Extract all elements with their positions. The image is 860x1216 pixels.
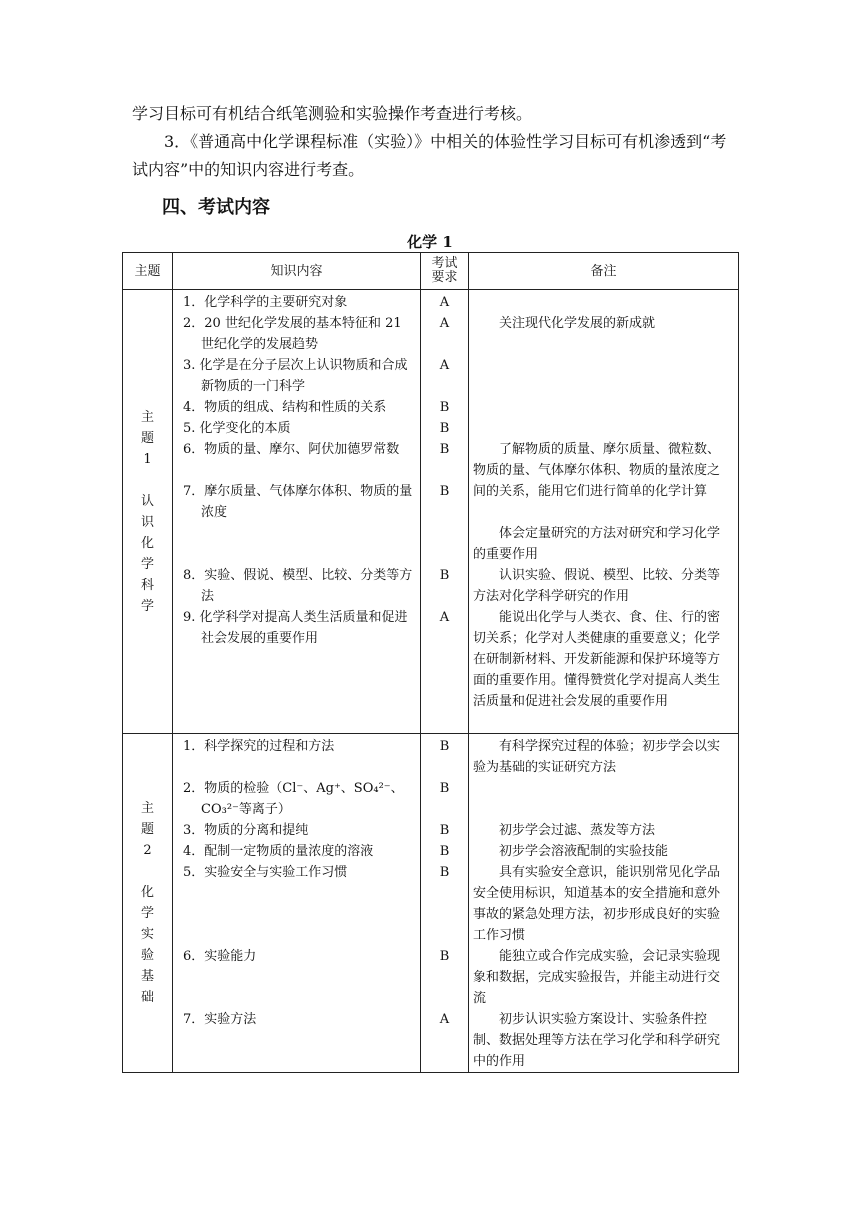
exam-content-table	[122, 252, 739, 1073]
note-text: 初步认识实验方案设计、实验条件控制、数据处理等方法在学习化学和科学研究中的作用	[473, 1012, 721, 1069]
header-requirement	[421, 253, 469, 290]
table-caption: 化学 1	[407, 233, 453, 251]
list-item: 5．实验安全与实验工作习惯	[183, 865, 348, 880]
topic-1-label: 主 题 1 认 识 化 学 科 学	[123, 290, 173, 734]
header-notes: 备注	[469, 253, 739, 290]
list-item: 4．物质的组成、结构和性质的关系	[183, 400, 387, 415]
level-badge: B	[439, 421, 450, 436]
level-badge: B	[439, 568, 450, 583]
header-content: 知识内容	[173, 253, 421, 290]
topic-2-levels	[421, 734, 469, 1073]
section-heading: 四、考试内容	[162, 197, 270, 218]
topic-1-notes	[469, 290, 739, 734]
list-item: 1．科学探究的过程和方法	[183, 739, 335, 754]
note-text: 有科学探究过程的体验；初步学会以实验为基础的实证研究方法	[473, 739, 721, 775]
note-text: 关注现代化学发展的新成就	[499, 316, 656, 331]
list-item: 5. 化学变化的本质	[183, 421, 291, 436]
level-badge: B	[439, 823, 450, 838]
list-item: 9. 化学科学对提高人类生活质量和促进社会发展的重要作用	[183, 610, 408, 646]
list-item: 2．物质的检验（Cl⁻、Ag⁺、SO₄²⁻、CO₃²⁻等离子）	[183, 781, 404, 817]
level-badge: A	[439, 610, 450, 625]
intro-paragraph-line: 学习目标可有机结合纸笔测验和实验操作考查进行考核。	[132, 104, 533, 123]
header-requirement-line2: 要求	[431, 270, 458, 285]
level-badge: B	[439, 400, 450, 415]
level-badge: A	[439, 1012, 450, 1027]
list-item: 6．物质的量、摩尔、阿伏加德罗常数	[183, 442, 400, 457]
header-topic: 主题	[123, 253, 173, 290]
level-badge: A	[439, 316, 450, 331]
note-text: 初步学会溶液配制的实验技能	[499, 844, 669, 859]
list-item: 3. 化学是在分子层次上认识物质和合成新物质的一门科学	[183, 358, 408, 394]
list-item: 4．配制一定物质的量浓度的溶液	[183, 844, 374, 859]
topic-2-contents	[173, 734, 421, 1073]
table-header-row	[123, 253, 739, 290]
note-text: 能说出化学与人类衣、食、住、行的密切关系；化学对人类健康的重要意义；化学在研制新材料、开发新能源和保护环境等方面的重要作用。懂得赞赏化学对提高人类生活质量和促进社会发展的重要作用	[473, 610, 721, 709]
note-text: 体会定量研究的方法对研究和学习化学的重要作用	[473, 526, 721, 562]
level-badge: A	[439, 295, 450, 310]
list-item: 8．实验、假说、模型、比较、分类等方法	[183, 568, 413, 604]
note-text: 具有实验安全意识，能识别常见化学品安全使用标识，知道基本的安全措施和意外事故的紧急处理方法，初步形成良好的实验工作习惯	[473, 865, 721, 943]
list-item: 6．实验能力	[183, 949, 257, 964]
list-item: 7．实验方法	[183, 1012, 257, 1027]
list-item: 7．摩尔质量、气体摩尔体积、物质的量浓度	[183, 484, 413, 520]
topic-2-label: 主 题 2 化 学 实 验 基 础	[123, 734, 173, 1073]
note-text: 认识实验、假说、模型、比较、分类等方法对化学科学研究的作用	[473, 568, 721, 604]
level-badge: B	[439, 484, 450, 499]
note-text: 了解物质的质量、摩尔质量、微粒数、物质的量、气体摩尔体积、物质的量浓度之间的关系，能用它们进行简单的化学计算	[473, 442, 721, 499]
level-badge: B	[439, 781, 450, 796]
topic-2-notes	[469, 734, 739, 1073]
level-badge: B	[439, 442, 450, 457]
level-badge: A	[439, 358, 450, 373]
level-badge: B	[439, 739, 450, 754]
topic-1-contents	[173, 290, 421, 734]
topic-1-levels	[421, 290, 469, 734]
note-text: 初步学会过滤、蒸发等方法	[499, 823, 656, 838]
list-item: 1．化学科学的主要研究对象	[183, 295, 348, 310]
table-row-topic-2	[123, 734, 739, 1073]
level-badge: B	[439, 949, 450, 964]
level-badge: B	[439, 865, 450, 880]
list-item: 2．20 世纪化学发展的基本特征和 21 世纪化学的发展趋势	[183, 316, 402, 352]
list-item: 3．物质的分离和提纯	[183, 823, 309, 838]
level-badge: B	[439, 844, 450, 859]
table-row-topic-1	[123, 290, 739, 734]
intro-item-3: 3．《普通高中化学课程标准（实验）》中相关的体验性学习目标可有机渗透到“考试内容”中的知识内容进行考查。	[132, 132, 727, 179]
note-text: 能独立或合作完成实验，会记录实验现象和数据，完成实验报告，并能主动进行交流	[473, 949, 721, 1006]
header-requirement-line1: 考试	[431, 256, 458, 271]
